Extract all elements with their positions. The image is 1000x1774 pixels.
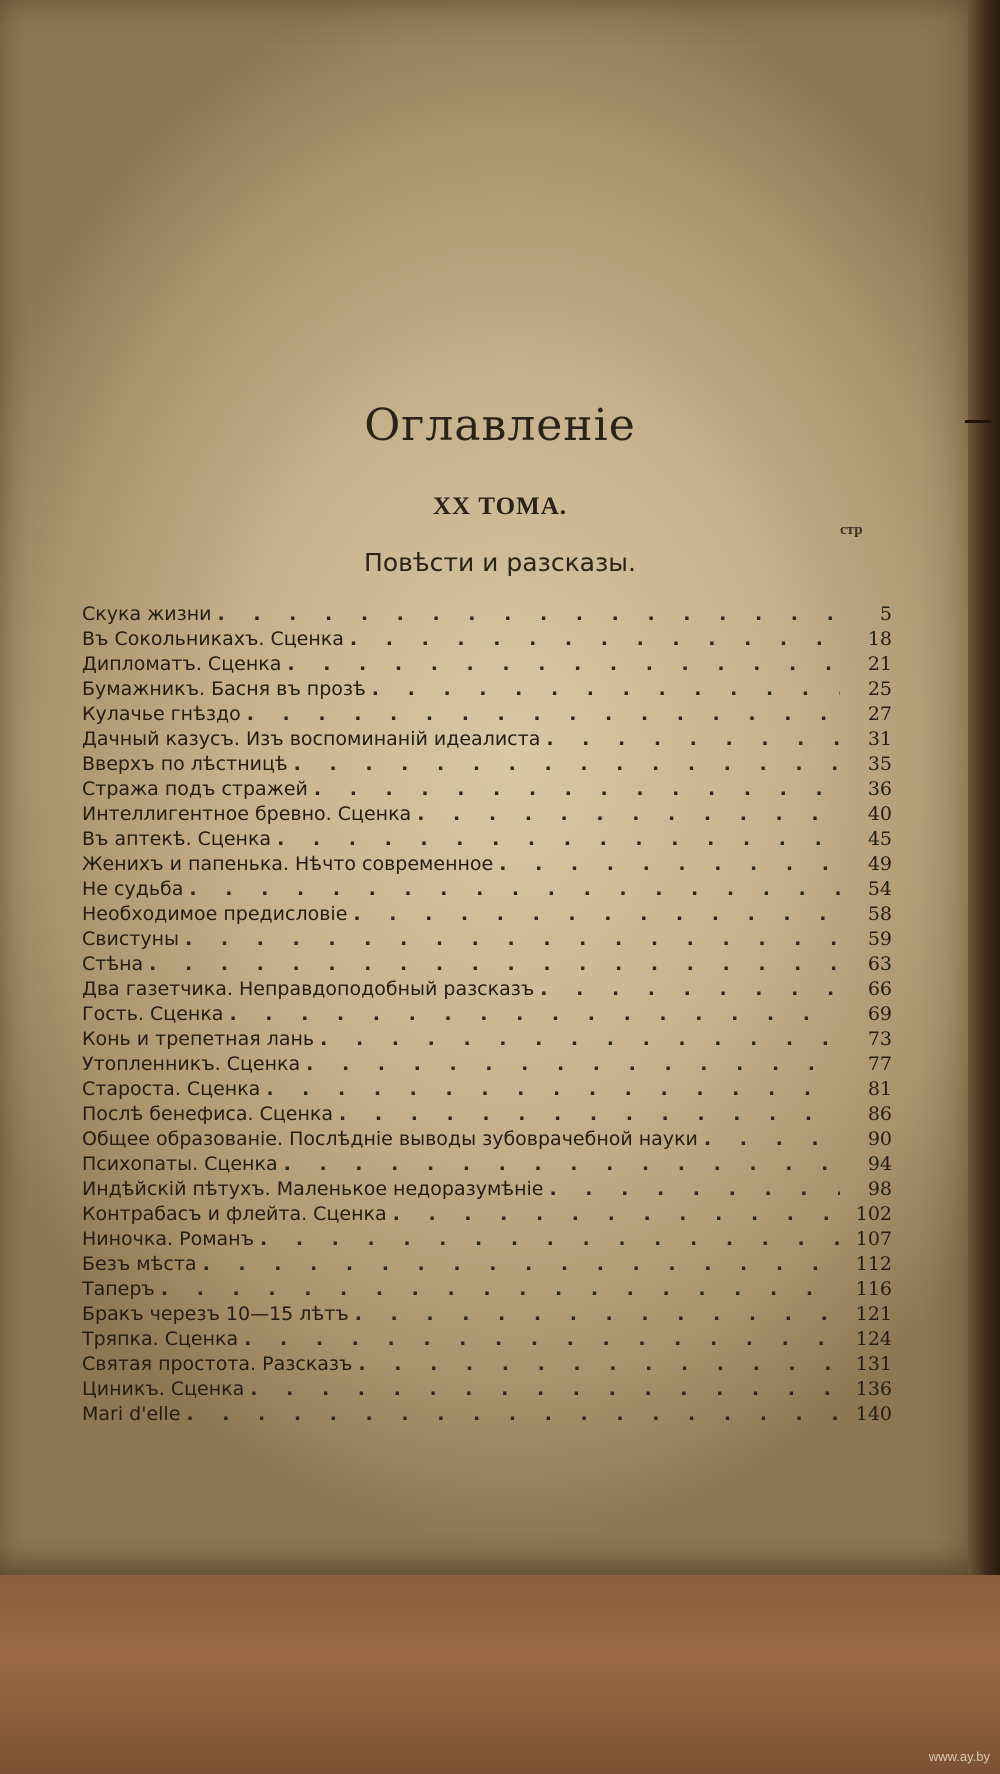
toc-entry	[82, 1325, 892, 1350]
toc-entry	[82, 1025, 892, 1050]
dot-leader	[278, 1153, 840, 1175]
dot-leader	[314, 1028, 840, 1050]
toc-entry	[82, 875, 892, 900]
dot-leader	[180, 1403, 840, 1425]
toc-entry-title: Циникъ. Сценка	[82, 1378, 245, 1400]
toc-entry-title: Женихъ и папенька. Нѣчто современное	[82, 853, 494, 875]
dot-leader	[543, 1178, 840, 1200]
toc-entry	[82, 1275, 892, 1300]
toc-entry	[82, 1400, 892, 1425]
toc-entry-page: 36	[867, 778, 892, 800]
toc-entry	[82, 950, 892, 975]
toc-entry-page: 81	[867, 1078, 892, 1100]
toc-entry	[82, 1125, 892, 1150]
dot-leader	[183, 878, 840, 900]
toc-entry-page: 49	[867, 853, 892, 875]
toc-entry-page: 131	[855, 1353, 892, 1375]
toc-entry-title: Кулачье гнѣздо	[82, 703, 241, 725]
dot-leader	[288, 753, 840, 775]
toc-entry-title: Стѣна	[82, 953, 144, 975]
dot-leader	[260, 1078, 840, 1100]
dot-leader	[366, 678, 840, 700]
toc-entry-page: 69	[867, 1003, 892, 1025]
toc-entry	[82, 1200, 892, 1225]
toc-entry	[82, 825, 892, 850]
toc-entry-page: 140	[855, 1403, 892, 1425]
toc-entry	[82, 975, 892, 1000]
toc-entry-title: Общее образованіе. Послѣдніе выводы зубоврачебной науки	[82, 1128, 698, 1150]
toc-entry-title: Два газетчика. Неправдоподобный разсказъ	[82, 978, 535, 1000]
toc-entry-title: Стража подъ стражей	[82, 778, 308, 800]
dot-leader	[244, 1378, 840, 1400]
toc-entry-title: Необходимое предисловіе	[82, 903, 348, 925]
toc-entry-title: Гость. Сценка	[82, 1003, 224, 1025]
table-of-contents	[82, 600, 892, 1425]
toc-entry-page: 54	[867, 878, 892, 900]
toc-entry-title: Ниночка. Романъ	[82, 1228, 255, 1250]
toc-entry	[82, 1150, 892, 1175]
toc-entry	[82, 1175, 892, 1200]
dot-leader	[300, 1053, 840, 1075]
toc-entry-title: Интеллигентное бревно. Сценка	[82, 803, 412, 825]
dot-leader	[197, 1253, 840, 1275]
toc-entry	[82, 850, 892, 875]
toc-entry-title: Не судьба	[82, 878, 184, 900]
toc-entry-title: Психопаты. Сценка	[82, 1153, 278, 1175]
page-title: Оглавленіе	[364, 400, 636, 451]
toc-entry-page: 90	[867, 1128, 892, 1150]
toc-entry	[82, 700, 892, 725]
toc-entry-page: 21	[867, 653, 892, 675]
toc-entry-title: Безъ мѣста	[82, 1253, 197, 1275]
dot-leader	[254, 1228, 840, 1250]
dot-leader	[333, 1103, 840, 1125]
toc-entry-page: 66	[867, 978, 892, 1000]
dot-leader	[223, 1003, 840, 1025]
dot-leader	[698, 1128, 840, 1150]
toc-entry	[82, 725, 892, 750]
table-surface	[0, 1575, 1000, 1774]
toc-entry	[82, 775, 892, 800]
dot-leader	[540, 728, 840, 750]
toc-entry	[82, 1050, 892, 1075]
toc-entry	[82, 750, 892, 775]
toc-entry-page: 45	[867, 828, 892, 850]
toc-entry-title: Таперъ	[82, 1278, 155, 1300]
toc-entry-page: 86	[867, 1103, 892, 1125]
toc-entry-page: 25	[867, 678, 892, 700]
toc-entry	[82, 625, 892, 650]
toc-entry	[82, 925, 892, 950]
toc-entry	[82, 1000, 892, 1025]
toc-entry	[82, 900, 892, 925]
toc-entry-title: Вверхъ по лѣстницѣ	[82, 753, 288, 775]
toc-entry-title: Дачный казусъ. Изъ воспоминаній идеалиста	[82, 728, 541, 750]
toc-entry-page: 73	[867, 1028, 892, 1050]
toc-entry-page: 40	[867, 803, 892, 825]
toc-entry-page: 63	[867, 953, 892, 975]
watermark: www.ay.by	[928, 1749, 990, 1764]
page-column-label: стр	[840, 522, 863, 538]
toc-entry	[82, 1350, 892, 1375]
dot-leader	[352, 1353, 840, 1375]
toc-entry-page: 112	[855, 1253, 892, 1275]
toc-entry-page: 59	[867, 928, 892, 950]
dot-leader	[143, 953, 840, 975]
toc-entry-page: 94	[867, 1153, 892, 1175]
toc-entry	[82, 600, 892, 625]
dot-leader	[387, 1203, 840, 1225]
toc-entry-page: 121	[855, 1303, 892, 1325]
toc-entry-title: Утопленникъ. Сценка	[82, 1053, 301, 1075]
toc-entry	[82, 1300, 892, 1325]
dot-leader	[411, 803, 840, 825]
dot-leader	[271, 828, 840, 850]
dot-leader	[493, 853, 840, 875]
toc-entry-page: 136	[855, 1378, 892, 1400]
toc-entry	[82, 650, 892, 675]
toc-entry	[82, 1225, 892, 1250]
toc-entry-title: Святая простота. Разсказъ	[82, 1353, 353, 1375]
toc-entry-page: 98	[867, 1178, 892, 1200]
toc-entry-page: 107	[855, 1228, 892, 1250]
toc-entry	[82, 675, 892, 700]
dot-leader	[238, 1328, 840, 1350]
toc-entry-title: Контрабасъ и флейта. Сценка	[82, 1203, 387, 1225]
dot-leader	[179, 928, 840, 950]
dot-leader	[155, 1278, 840, 1300]
toc-entry-title: Послѣ бенефиса. Сценка	[82, 1103, 334, 1125]
toc-entry-page: 31	[867, 728, 892, 750]
toc-entry-title: Бумажникъ. Басня въ прозѣ	[82, 678, 366, 700]
toc-entry-page: 77	[867, 1053, 892, 1075]
section-heading: Повѣсти и разсказы.	[364, 548, 636, 577]
toc-entry-page: 18	[867, 628, 892, 650]
toc-entry-page: 35	[867, 753, 892, 775]
dot-leader	[281, 653, 840, 675]
toc-entry-title: Въ аптекѣ. Сценка	[82, 828, 272, 850]
dot-leader	[344, 628, 840, 650]
toc-entry-title: Въ Сокольникахъ. Сценка	[82, 628, 344, 650]
toc-entry	[82, 800, 892, 825]
toc-entry-title: Индѣйскій пѣтухъ. Маленькое недоразумѣніе	[82, 1178, 544, 1200]
toc-entry-title: Свистуны	[82, 928, 179, 950]
toc-entry-title: Бракъ черезъ 10—15 лѣтъ	[82, 1303, 349, 1325]
toc-entry	[82, 1375, 892, 1400]
dot-leader	[308, 778, 840, 800]
toc-entry-title: Дипломатъ. Сценка	[82, 653, 282, 675]
toc-entry-page: 124	[855, 1328, 892, 1350]
toc-entry	[82, 1100, 892, 1125]
toc-entry	[82, 1250, 892, 1275]
toc-entry-title: Староста. Сценка	[82, 1078, 261, 1100]
toc-entry-page: 116	[855, 1278, 892, 1300]
dot-leader	[347, 903, 840, 925]
page-edge	[968, 0, 1000, 1575]
toc-entry-title: Mari d'elle	[82, 1403, 181, 1425]
toc-entry-page: 5	[879, 603, 892, 625]
toc-entry-title: Скука жизни	[82, 603, 212, 625]
toc-entry-page: 27	[867, 703, 892, 725]
toc-entry-page: 58	[867, 903, 892, 925]
toc-entry-title: Конь и трепетная лань	[82, 1028, 315, 1050]
volume-heading: XX ТОМА.	[432, 493, 568, 520]
dot-leader	[349, 1303, 840, 1325]
dot-leader	[241, 703, 840, 725]
toc-entry-title: Тряпка. Сценка	[82, 1328, 239, 1350]
toc-entry	[82, 1075, 892, 1100]
dot-leader	[534, 978, 840, 1000]
dot-leader	[211, 603, 840, 625]
toc-entry-page: 102	[855, 1203, 892, 1225]
